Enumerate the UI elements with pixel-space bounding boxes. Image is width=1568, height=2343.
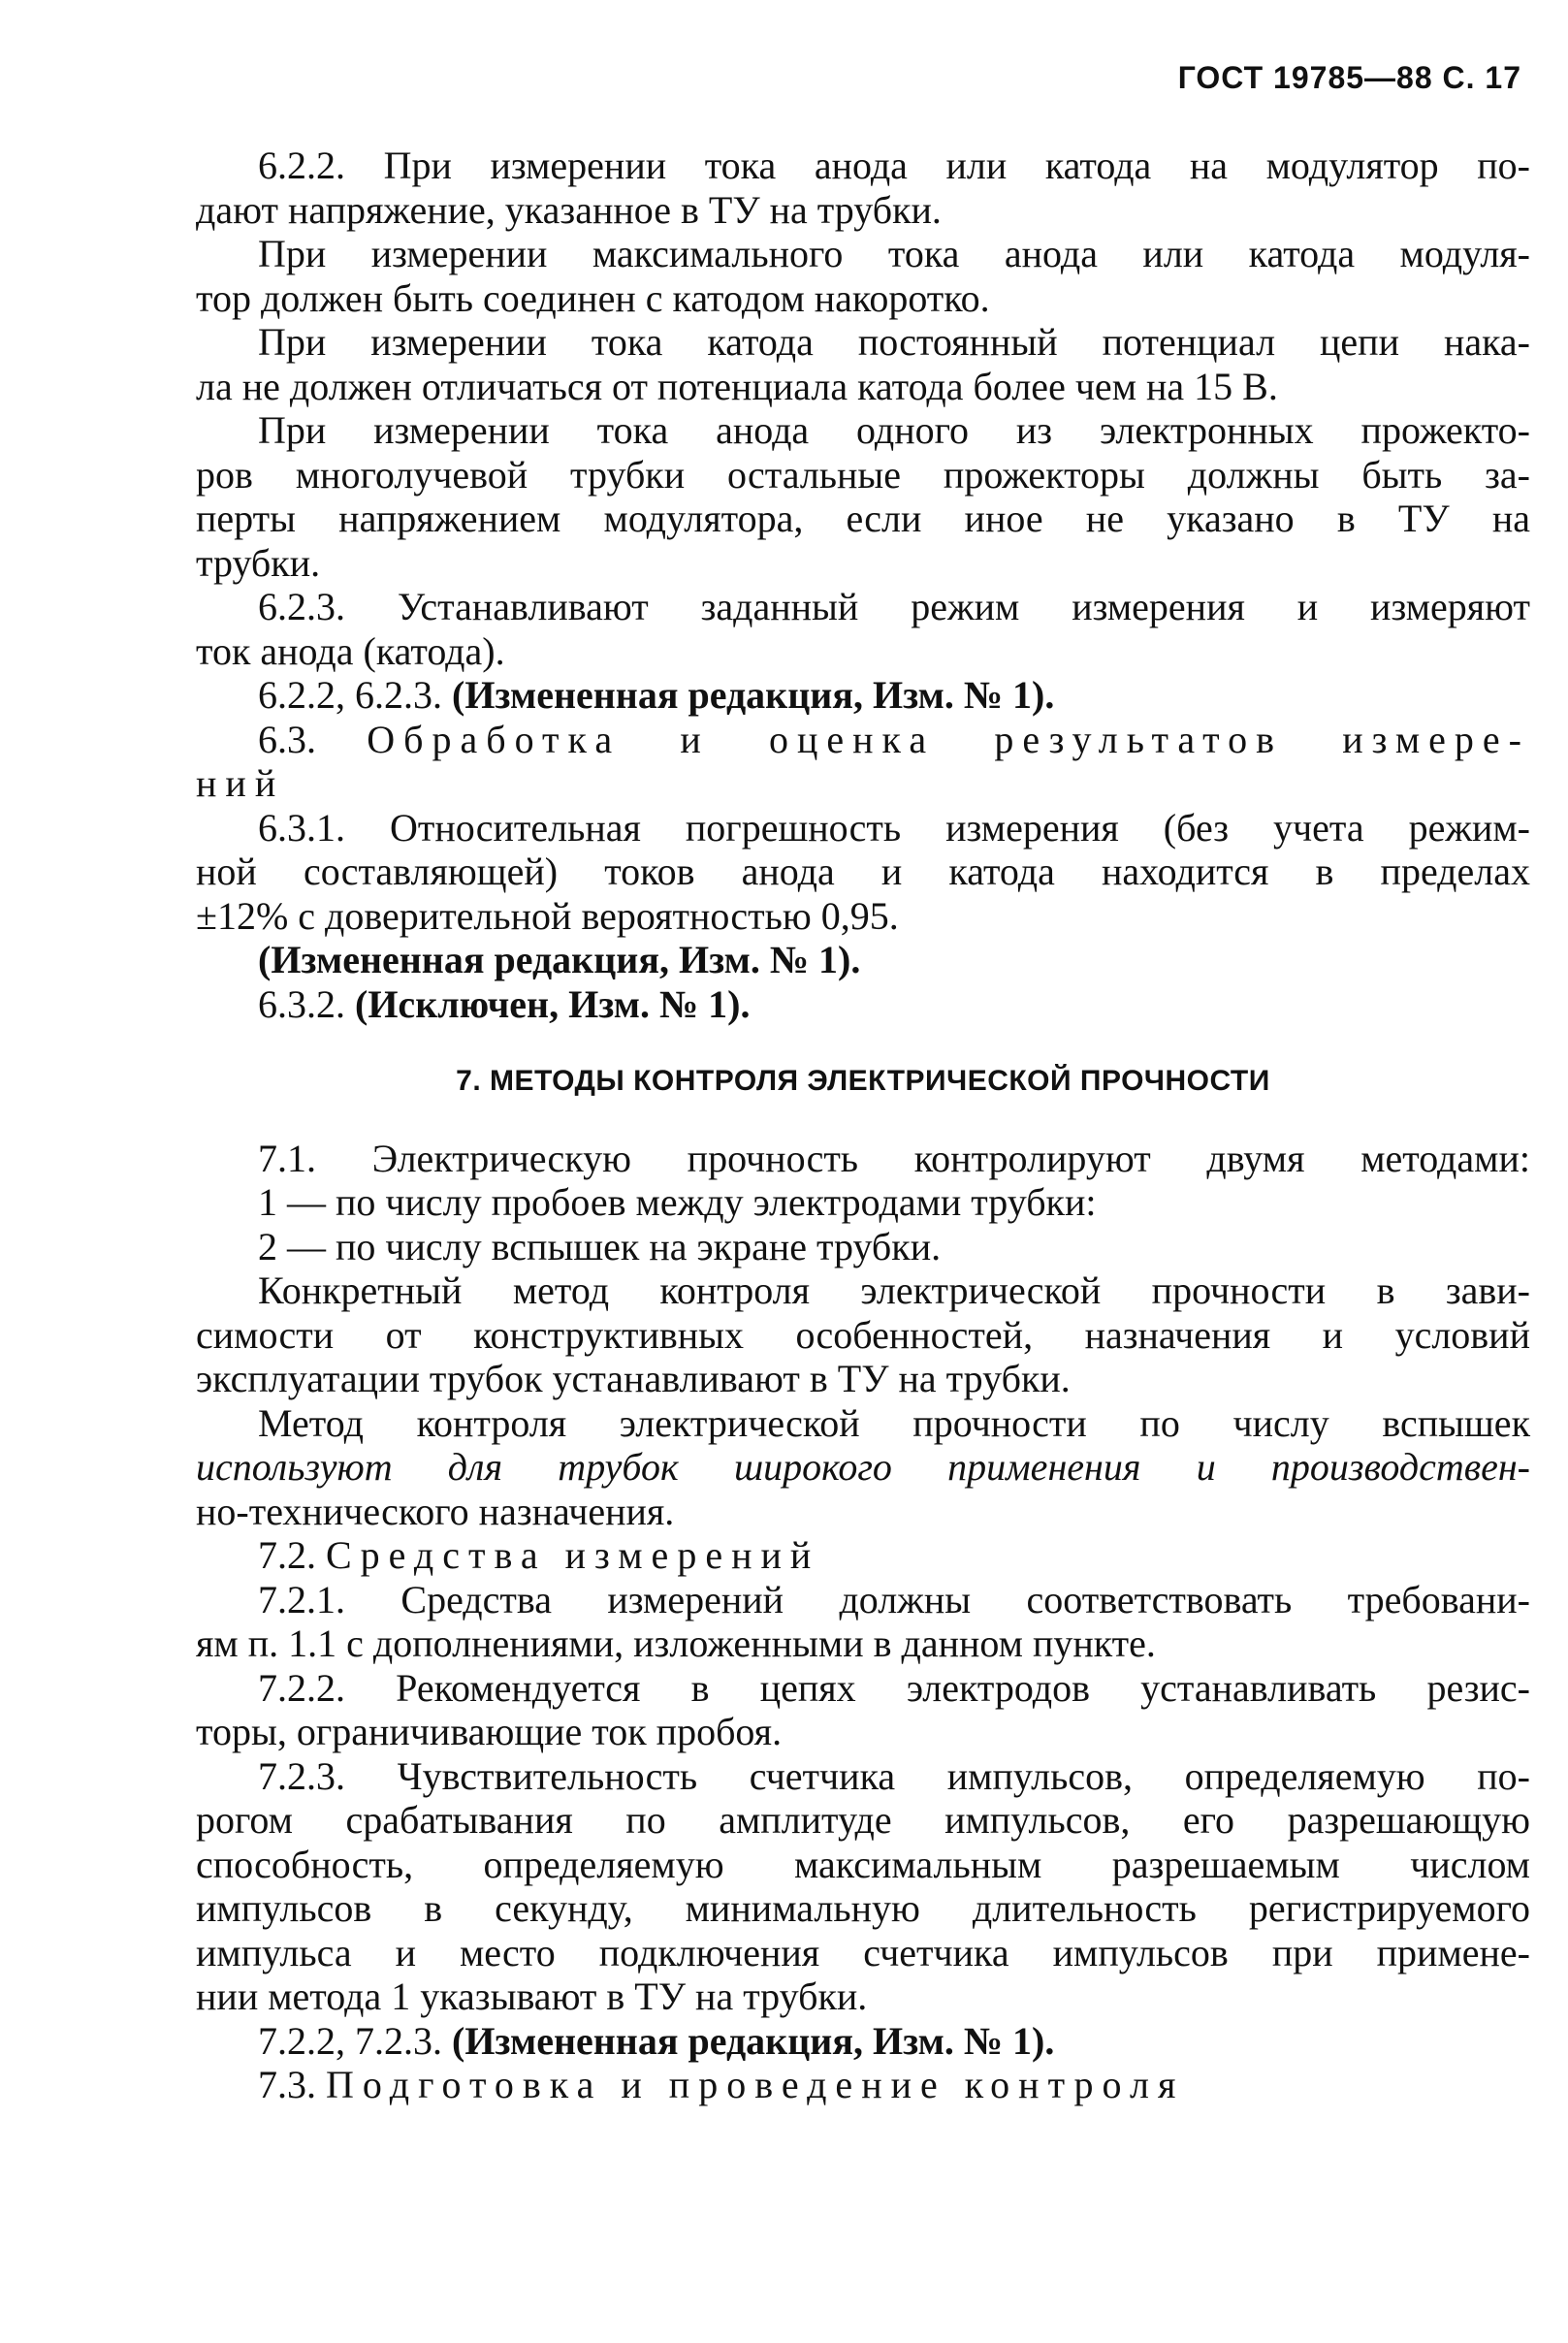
- text-line: тор должен быть соединен с катодом накоротко.: [196, 275, 990, 320]
- section-7-heading: 7. МЕТОДЫ КОНТРОЛЯ ЭЛЕКТРИЧЕСКОЙ ПРОЧНОСТИ: [456, 1065, 1270, 1097]
- text-line: перты напряжением модулятора, если иное не указано в ТУ на: [196, 497, 1530, 540]
- text-line: ток анода (катода).: [196, 628, 505, 673]
- text-line: ний: [196, 761, 285, 805]
- text-line: 7.2.3. Чувствительность счетчика импульсов, определяемую по-: [258, 1753, 1530, 1798]
- italic-text: используют для трубок широкого применения и производствен-: [196, 1445, 1530, 1489]
- running-header: ГОСТ 19785—88 С. 17: [1177, 60, 1521, 95]
- text-line: трубки.: [196, 540, 321, 585]
- subsection-7-3-title: [196, 2063, 1530, 2107]
- text-line: 6.2.2. При измерении тока анода или катода на модулятор по-: [258, 144, 1530, 187]
- list-item: 1 — по числу пробоев между электродами трубки:: [258, 1180, 1097, 1224]
- amendment-text: (Измененная редакция, Изм. № 1).: [258, 938, 861, 981]
- paragraph-7-2-1: [196, 1578, 1530, 1666]
- paragraph-6-3-2: [196, 982, 1530, 1027]
- paragraph-6-2-3: [196, 585, 1530, 673]
- subsection-7-2-title: [196, 1533, 1530, 1578]
- subsection-number: 7.2.: [258, 1533, 316, 1577]
- text-line: 6.3.1. Относительная погрешность измерения (без учета режим-: [258, 805, 1530, 850]
- text-line: ям п. 1.1 с дополнениями, изложенными в данном пункте.: [196, 1621, 1156, 1665]
- subsection-title: Обработка и оценка результатов измере-: [367, 717, 1531, 761]
- subsection-title: Подготовка и проведение контроля: [326, 2063, 1185, 2106]
- text-line: [196, 718, 1530, 762]
- text-line: торы, ограничивающие ток пробоя.: [196, 1710, 783, 1753]
- text-line: дают напряжение, указанное в ТУ на трубки.: [196, 187, 942, 232]
- excluded-text: (Исключен, Изм. № 1).: [355, 981, 751, 1026]
- text-line: импульсов в секунду, минимальную длительность регистрируемого: [196, 1886, 1530, 1930]
- subsection-6-3-title: [196, 718, 1530, 806]
- paragraph-7-2-2: [196, 1666, 1530, 1754]
- paragraph-6-3-1: [196, 806, 1530, 939]
- paragraph-cathode-current: [196, 320, 1530, 408]
- subsection-title: Средства измерений: [326, 1533, 820, 1577]
- text-line: 7.2.2. Рекомендуется в цепях электродов устанавливать резис-: [258, 1665, 1530, 1710]
- spacer: [196, 1026, 1530, 1059]
- paragraph-ref: 6.3.2.: [258, 981, 345, 1026]
- amendment-text: (Измененная редакция, Изм. № 1).: [452, 673, 1055, 717]
- text-line: При измерении тока катода постоянный потенциал цепи нака-: [258, 320, 1530, 364]
- text-line: импульса и место подключения счетчика импульсов при примене-: [196, 1930, 1530, 1974]
- paragraph-7-1: [196, 1137, 1530, 1269]
- paragraph-6-2-2: [196, 144, 1530, 232]
- subsection-number: 6.3.: [258, 717, 316, 761]
- text-line: способность, определяемую максимальным разрешаемым числом: [196, 1842, 1530, 1886]
- text-line: Метод контроля электрической прочности по числу вспышек: [258, 1400, 1530, 1445]
- paragraph-concrete-method: [196, 1268, 1530, 1401]
- subsection-number: 7.3.: [258, 2063, 316, 2106]
- amendment-note-6-2-2-6-2-3: [196, 673, 1530, 718]
- text-line: [196, 1445, 1530, 1490]
- amendment-note-6-3-1: [196, 938, 1530, 982]
- text-line: симости от конструктивных особенностей, назначения и условий: [196, 1312, 1530, 1357]
- paragraph-max-current: [196, 232, 1530, 320]
- text-line: ной составляющей) токов анода и катода находится в пределах: [196, 850, 1530, 893]
- text-line: При измерении максимального тока анода или катода модуля-: [258, 232, 1530, 275]
- text-line: 6.2.3. Устанавливают заданный режим измерения и измеряют: [258, 585, 1530, 628]
- text-line: нии метода 1 указывают в ТУ на трубки.: [196, 1974, 868, 2018]
- text-line: 7.1. Электрическую прочность контролируют двумя методами:: [258, 1136, 1530, 1180]
- body-text: [196, 144, 1530, 2107]
- text-line: ров многолучевой трубки остальные прожекторы должны быть за-: [196, 452, 1530, 497]
- amendment-ref: 7.2.2, 7.2.3.: [258, 2018, 442, 2063]
- list-item: 2 — по числу вспышек на экране трубки.: [258, 1224, 942, 1268]
- amendment-note-7-2-2-7-2-3: [196, 2019, 1530, 2064]
- text-line: При измерении тока анода одного из электронных прожекто-: [258, 408, 1530, 452]
- text-line: ±12% с доверительной вероятностью 0,95.: [196, 893, 899, 938]
- text-line: но-технического назначения.: [196, 1489, 675, 1533]
- amendment-text: (Измененная редакция, Изм. № 1).: [452, 2018, 1055, 2063]
- text-line: эксплуатации трубок устанавливают в ТУ на трубки.: [196, 1357, 1071, 1400]
- paragraph-flash-method: [196, 1401, 1530, 1534]
- text-line: рогом срабатывания по амплитуде импульсов, его разрешающую: [196, 1798, 1530, 1842]
- text-line: Конкретный метод контроля электрической прочности в зави-: [258, 1268, 1530, 1312]
- spacer: [196, 1104, 1530, 1137]
- paragraph-7-2-3: [196, 1754, 1530, 2019]
- text-line: 7.2.1. Средства измерений должны соответствовать требовани-: [258, 1577, 1530, 1621]
- text-line: ла не должен отличаться от потенциала катода более чем на 15 В.: [196, 364, 1278, 408]
- paragraph-multibeam: [196, 408, 1530, 585]
- amendment-ref: 6.2.2, 6.2.3.: [258, 673, 442, 717]
